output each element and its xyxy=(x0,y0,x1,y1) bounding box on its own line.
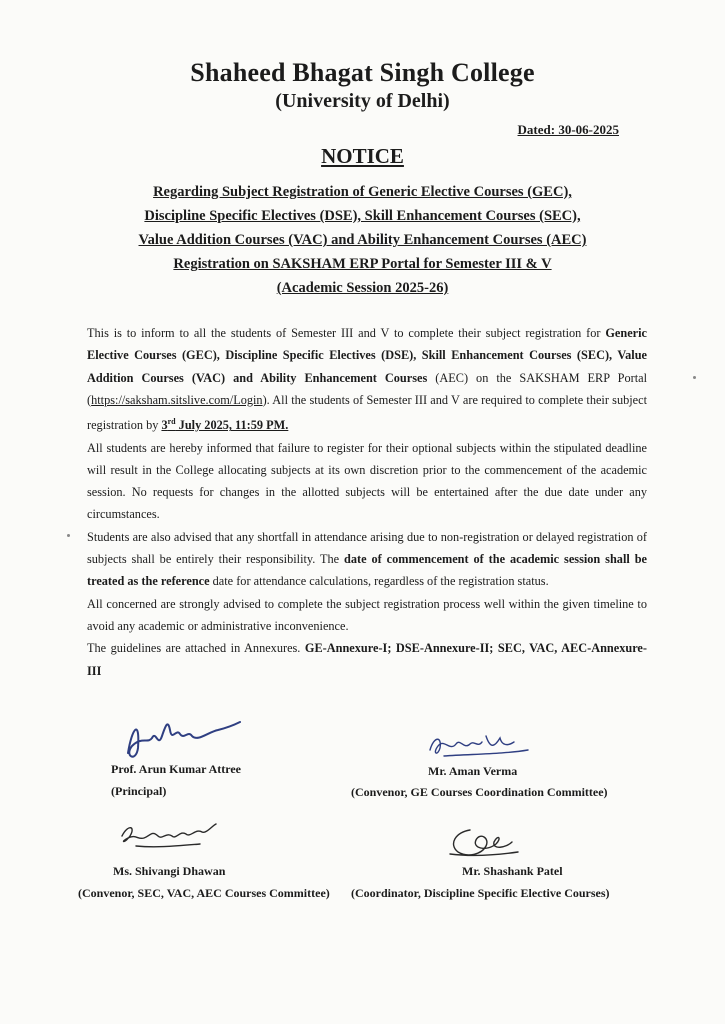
subject-block xyxy=(40,180,685,300)
signature-sec-convenor xyxy=(116,818,226,854)
signatory-role: (Principal) xyxy=(111,784,167,798)
subject-line: Registration on SAKSHAM ERP Portal for Semester III & V xyxy=(173,256,552,272)
paragraph-failure: All students are hereby informed that failure to register for their optional subjects within the stipulated deadline will result in the College allocating subjects at its own discretion prior to the commencement of the academic session. No requests for changes in the allotted subjects will be entertained after the due date under any circumstances. xyxy=(87,440,647,522)
subject-line: Regarding Subject Registration of Generic Elective Courses (GEC), xyxy=(153,184,572,200)
scan-speck xyxy=(693,376,696,379)
signature-gec-convenor xyxy=(424,726,534,762)
scan-speck xyxy=(67,534,70,537)
signature-dse-coordinator xyxy=(436,822,526,862)
paragraph-advice: All concerned are strongly advised to complete the subject registration process well within the given timeline to avoid any academic or administrative inconvenience. xyxy=(87,596,647,633)
college-name: Shaheed Bhagat Singh College xyxy=(190,58,535,87)
notice-title: NOTICE xyxy=(321,144,404,168)
deadline: 3rd July 2025, 11:59 PM. xyxy=(161,417,289,433)
signatory-role: (Convenor, SEC, VAC, AEC Courses Committee) xyxy=(78,886,330,900)
signatory-name: Mr. Aman Verma xyxy=(428,764,518,778)
paragraph-annexures: The guidelines are attached in Annexures. GE-Annexure-I; DSE-Annexure-II; SEC, VAC, AEC-Annexure-III xyxy=(87,641,647,678)
signatory-name: Prof. Arun Kumar Attree xyxy=(111,762,241,776)
notice-date: Dated: 30-06-2025 xyxy=(517,122,619,137)
signature-principal xyxy=(118,708,248,768)
paragraph-registration: This is to inform to all the students of Semester III and V to complete their subject registration for Generic Elective Courses (GEC), Discipline Specific Electives (DSE), Skill Enhancement Courses (SEC), Value Addition Courses (VAC) and Ability Enhancement Courses (AEC) on the SAKSHAM ERP Portal (https://saksham.sitslive.com/Login). All the students of Semester III and V are required to complete their subject registration by 3rd July 2025, 11:59 PM. xyxy=(87,326,647,433)
signatory-role: (Convenor, GE Courses Coordination Committee) xyxy=(351,785,608,799)
portal-link[interactable]: https://saksham.sitslive.com/Login xyxy=(91,392,263,407)
signatory-name: Ms. Shivangi Dhawan xyxy=(113,864,226,878)
signatory-role: (Coordinator, Discipline Specific Elective Courses) xyxy=(351,886,610,900)
notice-body xyxy=(87,322,647,682)
subject-line: Value Addition Courses (VAC) and Ability Enhancement Courses (AEC) xyxy=(138,232,587,248)
paragraph-attendance: Students are also advised that any shortfall in attendance arising due to non-registration or delayed registration of subjects shall be entirely their responsibility. The date of commencement of the academic session shall be treated as the reference date for attendance calculations, regardless of the registration status. xyxy=(87,529,647,589)
subject-line: Discipline Specific Electives (DSE), Skill Enhancement Courses (SEC), xyxy=(144,208,581,224)
subject-line: (Academic Session 2025-26) xyxy=(276,280,449,296)
university-name: (University of Delhi) xyxy=(275,90,450,112)
signatory-name: Mr. Shashank Patel xyxy=(462,864,563,878)
